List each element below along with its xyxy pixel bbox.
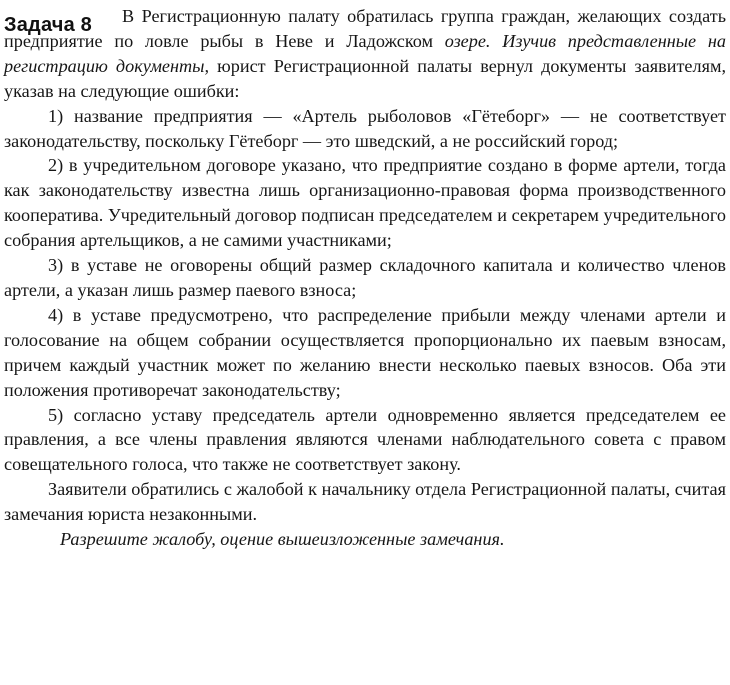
intro-paragraph (4, 4, 726, 104)
task-title: Задача 8 (4, 14, 92, 36)
intro-text-part2: юрист Регистрационной палаты вернул документы заявителям, указав на следующие ошибки: (4, 55, 726, 101)
instruction-text: Разрешите жалобу, оцение вышеизложенные замечания. (60, 529, 505, 550)
intro-text-italic: озере. Изучив представленные на регистрацию документы, (4, 30, 726, 76)
list-item: 3) в уставе не оговорены общий размер складочного капитала и количество членов артели, а указан лишь размер паевого взноса; (4, 255, 726, 300)
list-item: 4) в уставе предусмотрено, что распределение прибыли между членами артели и голосование на общем собрании осуществляется пропорционально их паевым взносам, причем каждый участник может по желанию внести несколько паевых взносов. Оба эти положения противоречат законодательству; (4, 304, 726, 400)
intro-text-part1: В Регистрационную палату обратилась группа граждан, желающих создать предприятие по ловле рыбы в Неве и Ладожском (4, 6, 726, 51)
closing-paragraph: Заявители обратились с жалобой к начальнику отдела Регистрационной палаты, считая замечания юриста незаконными. (4, 479, 726, 525)
task-text (4, 4, 726, 552)
list-item: 5) согласно уставу председатель артели одновременно является председателем ее правления, а все члены правления являются членами наблюдательного совета с правом совещательного голоса, что также не соответствует закону. (4, 404, 726, 475)
list-item: 1) название предприятия — «Артель рыболовов «Гётеборг» — не соответствует законодательству, поскольку Гётеборг — это шведский, а не российский город; (4, 105, 726, 151)
list-item: 2) в учредительном договоре указано, что предприятие создано в форме артели, тогда как законодательству известна лишь организационно-правовая форма производственного кооператива. Учредительный договор подписан председателем и секретарем учредительного собрания артельщиков, а не самими участниками; (4, 155, 726, 251)
